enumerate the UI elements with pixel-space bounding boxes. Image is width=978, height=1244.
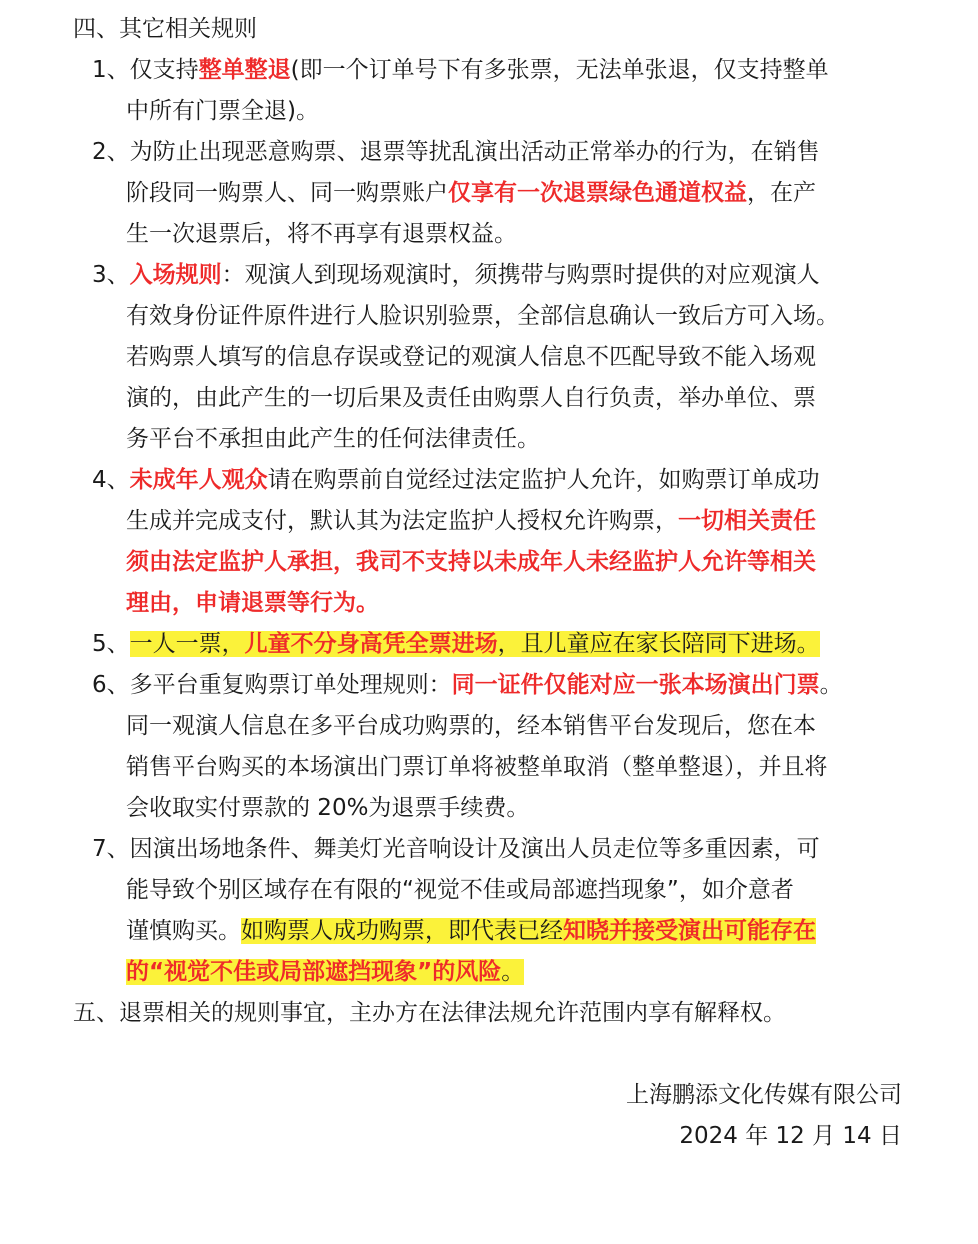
rule-6-line-4: 会收取实付票款的 20%为退票手续费。: [126, 795, 530, 821]
rule-7-emphasis: 知晓并接受演出可能存在: [563, 918, 816, 944]
rule-2-line-3: 生一次退票后，将不再享有退票权益。: [126, 221, 517, 247]
rule-2-text: ，在产: [747, 180, 816, 206]
rule-7-text: 因演出场地条件、舞美灯光音响设计及演出人员走位等多重因素，可: [129, 836, 820, 862]
rule-4-number: 4、: [92, 467, 130, 493]
rule-5-text: ，且儿童应在家长陪同下进场。: [497, 631, 820, 657]
rule-7-line-3: [0, 911, 978, 952]
rule-5-emphasis: 儿童不分身高凭全票进场: [244, 631, 498, 657]
rule-2-emphasis: 仅享有一次退票绿色通道权益: [448, 180, 747, 206]
rule-6-number: 6、: [92, 672, 130, 698]
rule-3-number: 3、: [92, 262, 130, 288]
rule-2-line-1: [0, 132, 978, 173]
rule-1-text: (即一个订单号下有多张票，无法单张退，仅支持整单: [290, 57, 829, 83]
rule-2-line-2: [0, 173, 978, 214]
rule-4-text: 请在购票前自觉经过法定监护人允许，如购票订单成功: [267, 467, 820, 493]
rule-7-line-1: [0, 829, 978, 870]
rule-1-line-1: [0, 50, 978, 91]
rule-4-line-2: [0, 501, 978, 542]
rule-7-highlight: [241, 918, 816, 944]
rule-7-number: 7、: [92, 836, 130, 862]
rule-3-line-1: [0, 255, 978, 296]
rule-5-text: 一人一票，: [129, 631, 245, 657]
rule-6-text: 多平台重复购票订单处理规则：: [129, 672, 452, 698]
rule-6-line-1: [0, 665, 978, 706]
rule-5-highlight: [130, 631, 820, 657]
rule-3-line-5: 务平台不承担由此产生的任何法律责任。: [126, 426, 540, 452]
rule-7-line-4: [0, 952, 978, 993]
rule-2-number: 2、: [92, 139, 130, 165]
rule-6-line-3: 销售平台购买的本场演出门票订单将被整单取消（整单整退），并且将: [126, 754, 828, 780]
rule-3-line-4: 演的，由此产生的一切后果及责任由购票人自行负责，举办单位、票: [126, 385, 816, 411]
rule-7-text: 如购票人成功购票，即代表已经: [241, 918, 563, 944]
spacer: [0, 1034, 978, 1075]
rule-3-line-2: 有效身份证件原件进行人脸识别验票，全部信息确认一致后方可入场。: [126, 303, 839, 329]
rule-4-line-4: 理由，申请退票等行为。: [126, 590, 379, 616]
rule-2-text: 为防止出现恶意购票、退票等扰乱演出活动正常举办的行为，在销售: [129, 139, 820, 165]
rule-7-line-2: 能导致个别区域存在有限的“视觉不佳或局部遮挡现象”，如介意者: [126, 877, 794, 903]
section-5-text: 五、退票相关的规则事宜，主办方在法律法规允许范围内享有解释权。: [73, 1000, 786, 1026]
rule-4-text: 生成并完成支付，默认其为法定监护人授权允许购票，: [126, 508, 678, 534]
rule-7-emphasis: 的“视觉不佳或局部遮挡现象”的风险: [126, 959, 502, 985]
rule-3-text: ：观演人到现场观演时，须携带与购票时提供的对应观演人: [221, 262, 820, 288]
rule-6-line-2: 同一观演人信息在多平台成功购票的，经本销售平台发现后，您在本: [126, 713, 816, 739]
rule-4-line-1: [0, 460, 978, 501]
rule-3-line-3: 若购票人填写的信息存误或登记的观演人信息不匹配导致不能入场观: [126, 344, 816, 370]
rule-1-emphasis: 整单整退: [198, 57, 291, 83]
signature-date: 2024 年 12 月 14 日: [679, 1123, 902, 1149]
rule-6-emphasis: 同一证件仅能对应一张本场演出门票: [451, 672, 820, 698]
rule-7-highlight: [126, 959, 524, 985]
rule-6-text: 。: [819, 672, 843, 698]
rule-4-emphasis: 一切相关责任: [678, 508, 816, 534]
rule-1-line-2: 中所有门票全退)。: [126, 98, 319, 124]
rule-5-number: 5、: [92, 631, 130, 657]
rule-4-emphasis: 未成年人观众: [129, 467, 268, 493]
rule-2-text: 阶段同一购票人、同一购票账户: [126, 180, 448, 206]
company-name: 上海鹏添文化传媒有限公司: [626, 1082, 902, 1108]
rule-7-text: 。: [501, 959, 525, 985]
rule-1-number: 1、: [92, 57, 130, 83]
rule-1-text: 仅支持: [129, 57, 199, 83]
rule-4-line-3: 须由法定监护人承担，我司不支持以未成年人未经监护人允许等相关: [126, 549, 816, 575]
rule-7-text: 谨慎购买。: [126, 918, 241, 944]
section-4-heading: 四、其它相关规则: [73, 16, 257, 42]
rule-5-line-1: [0, 624, 978, 665]
rule-3-emphasis: 入场规则: [129, 262, 222, 288]
